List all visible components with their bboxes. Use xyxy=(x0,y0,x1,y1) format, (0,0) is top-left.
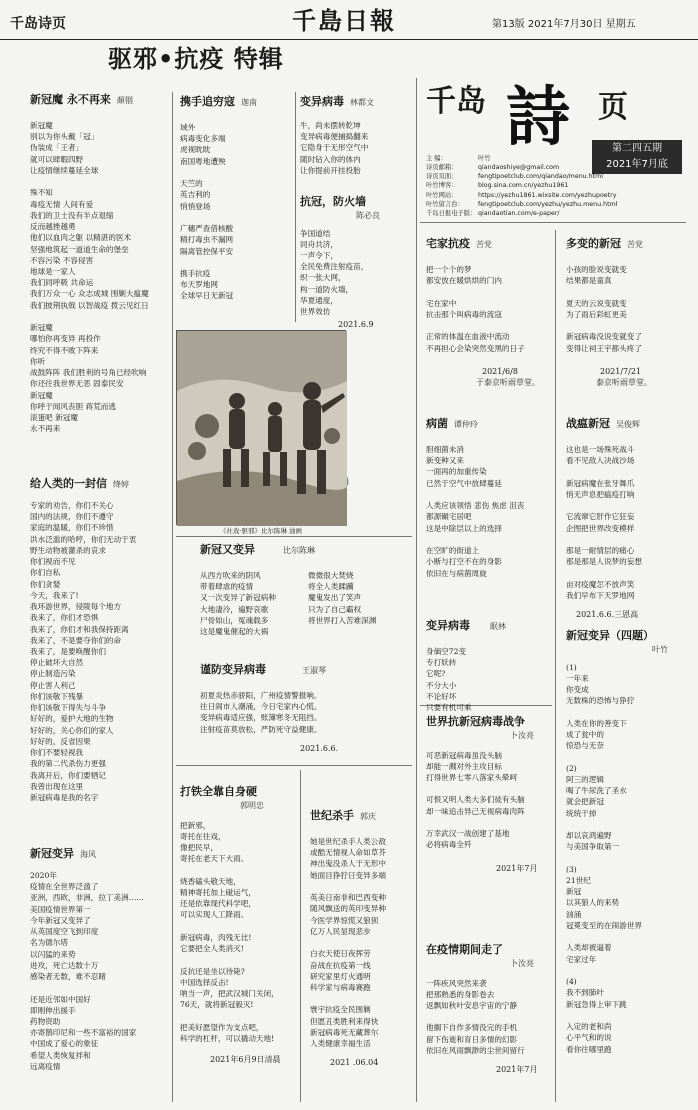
poem-author: 郭庆 xyxy=(360,812,376,821)
section-divider xyxy=(420,222,686,223)
poem-block xyxy=(200,542,412,637)
poem-block xyxy=(300,194,412,331)
poem-body: 把新邪， 寄托在往戏， 像把民早， 寄托在老天下大雨。 烧香磕头敬天地， 精神寄托加上碰运气， 还是依靠现代科学吧， 可以实现人工降雨。 新冠病毒，肉残无比! 它要把全人类消灭! 反抗还是坐以待毙? 中国选择反击! 呐当一声，把武汉城门关闭， 76天，就将新冠毅灭! 把美好愿望作为支点吧， 科学的杠杆，可以撬动天地! xyxy=(180,820,279,1043)
poem-author: 吴俊辉 xyxy=(616,420,640,429)
poem-body: 2020年 疫情在全世界泛滥了 亚洲，西欧，非洲，拉丁美洲…… 美国疫情世界第一 今年新冠又变异了 从英国度空飞到印度 名为德尔塔 以闪猛的来势 进攻，死亡达数十万 感染者无数，难不忍睹 还是近邻如中国好 即刚伸出援手 药物资助 亦寄鹊印尼和一些不富裕的国家 中国成了爱心的象征 希望人类恢复拌和 远离疫情 xyxy=(30,870,144,1071)
poem-body: 微微很大焚烧 将全人类蹂躏 魔鬼发出了笑声 只为了自己霸权 将世界打入苦难深渊 xyxy=(308,570,377,625)
poem-block xyxy=(180,94,292,302)
poem-place: 于泰京听雨草堂。 xyxy=(476,378,540,388)
special-title: 驱邪•抗疫 特辑 xyxy=(108,45,284,73)
poem-date: 2021年7月 xyxy=(496,1065,538,1075)
edition-info: 第13版 2021年7月30日 星期五 xyxy=(492,19,636,30)
info-row[interactable]: 叶竹留言台： fengtipoetclub.com/yezhu/yezhu.menu.html xyxy=(426,200,618,208)
poem-author: 迦南 xyxy=(241,98,257,107)
poem-block xyxy=(310,808,414,1069)
poem-block xyxy=(426,618,552,713)
poem-title: 新冠又变异 比尔陈琳 xyxy=(200,543,315,556)
poem-title: 新冠变异（四题） xyxy=(566,629,654,642)
poem-title: 谨防变异病毒 王淑琴 xyxy=(200,663,326,676)
poem-block xyxy=(426,236,552,389)
poem-title: 宅家抗疫 苦党 xyxy=(426,237,492,250)
poem-block xyxy=(30,476,170,803)
poem-date: 2021年7月 xyxy=(496,863,538,873)
poem-author: 卜汝亮 xyxy=(510,958,534,968)
info-row: 主 编： 叶竹 xyxy=(426,155,491,162)
poem-author: 绛婷 xyxy=(113,480,129,489)
poem-block xyxy=(300,94,412,176)
poem-columns xyxy=(200,570,412,637)
column-divider xyxy=(172,92,173,1102)
poem-block xyxy=(180,784,298,1066)
poem-block xyxy=(566,628,690,1055)
info-row[interactable]: 叶竹博客： blog.sina.com.cn/yezhu1961 xyxy=(426,182,569,190)
poem-title: 变异病毒 眠林 xyxy=(426,619,506,632)
poem-body: 她是世纪杀手人类公敌 或酷无情视人命如草芥 神出鬼没杀人于无形中 她面目狰狞日变异多端 英美日南非和巴西变种 随风飘送的英印变异种 今医学界惊慌又狼狈 亿万人民显现悲步 白衣天使日夜挥劳 奋战在抗疫第一线 研究家里灯火通明 科学家与病毒赛跑 寰宇抗疫全民围剿 但愿丑类胜利来得快 新冠病毒死无藏葬尔 人类健康幸福生活 xyxy=(310,836,386,1049)
poem-title: 抗冠，防火墙 xyxy=(300,195,366,208)
issue-date: 2021年7月底 xyxy=(606,159,668,170)
poem-place: 泰京听雨草堂。 xyxy=(596,378,652,388)
poem-title: 携手追穷寇 迦南 xyxy=(180,95,257,108)
poem-title: 新冠变异 海风 xyxy=(30,847,96,860)
poem-title: 世纪杀手 郭庆 xyxy=(310,809,376,822)
poem-title: 变异病毒 林都文 xyxy=(300,95,374,108)
masthead-info xyxy=(426,154,618,218)
poem-title: 在疫情期间走了 xyxy=(426,943,503,956)
poem-author: 眠林 xyxy=(490,622,506,631)
poem-date: 2021 .06.04 xyxy=(330,1058,379,1068)
column-divider xyxy=(555,230,556,1102)
poem-author: 比尔陈琳 xyxy=(283,546,315,555)
poem-author: 苦党 xyxy=(627,240,643,249)
poem-body: 这也是一场殊死战斗 看不见敌人决战沙场 新冠病魔在张牙舞爪 悄无声息把瘟疫打响 它流窜它肝作它狂妄 企图把世界改变模样 那是一耐情层的痛心 那是那是人说梦的妄想 亩对疫魔怎不放声笑 我们早布下天罗地网 xyxy=(566,444,642,600)
poem-title: 世界抗新冠病毒战争 xyxy=(426,715,525,728)
poem-author: 顏铟 xyxy=(116,96,133,105)
poem-author: 苦党 xyxy=(476,240,492,249)
masthead-ye: 页 xyxy=(598,90,628,125)
poem-body: 胆细菌未消 新变种又来 一面再的加重传染 已然于空气中放肆蔓延 人类应该领悟 悲伤 焦虑 沮丧 都源碾宅居吧 这是中除层以上的选择 在空旷的街道上 小断与打空不在的身影 依旧在与病菌周旋 xyxy=(426,444,525,578)
poem-author: 陈必良 xyxy=(356,210,380,220)
poem-body: 可恶新冠病毒虽没头脑 却能一溅对外主攻目标 打得世界七零八落家头晕呵 可恨又明人类大多们徒有头脑 却一味追击异己无视病毒肉阵 万幸武汉一战创建了基地 必将病毒全歼 xyxy=(426,750,525,850)
poem-title: 新冠魔 永不再来 顏铟 xyxy=(30,93,133,106)
poem-block xyxy=(30,846,170,1072)
info-row[interactable]: 千岛日报电子版： qiandaotian.com/e-paper/ xyxy=(426,209,560,217)
poem-date: 2021.6.9 xyxy=(338,320,374,330)
poem-date: 2021/7/21 xyxy=(600,366,642,376)
painting-caption: 《社戏·驱邪》比尔陈琳 油画 xyxy=(219,527,303,535)
poem-body: 牛，尚未摆转乾坤 变异病毒便捕捣翻来 它隐身于无形空气中 随时钻入你的体内 让你提前开挂投胎 xyxy=(300,120,369,175)
issue-badge xyxy=(592,140,682,174)
poem-body: 专家的劝告，你们不关心 国内的法规，你们不遵守 家庭的温暖，你们不珍惜 洪水泛滥的哈哼，你们无动于衷 野生动物被灌杀的哀求 你们视而不见 你们自私 你们贪婪 今天，我来了! 我环游世界，侵陵每个地方 我来了，你们才恐惧 我来了，你们才和我保持距离 我来了，不是要夺你们的命 我来了，是要唤醒你们 停止破坏大自然 停止制造污染 停止害人利己 你们该敬下残暴 你们该敬下得失与斗争 好好的，爱护大地的生物 好好的，关心你们的家人 好好的，反省因果 你们不要轻视我 我的第二代杀伤力更强 我离开后，你们要牺记 我曾出现在这里 新冠病毒是我的名字 xyxy=(30,500,137,803)
column-divider xyxy=(300,770,301,1102)
poem-title: 给人类的一封信 绛婷 xyxy=(30,477,129,490)
poem-block xyxy=(566,416,690,621)
poem-author: 叶竹 xyxy=(652,644,668,654)
poem-author: 郭明忠 xyxy=(240,800,264,810)
poem-body: 争国道结 同舟共济， 一声令下， 全民免费注射疫苗， 织一张大网， 构一道防火墙， 华夏通度， 世界效仿 xyxy=(300,228,369,317)
poem-date: 2021/6/8 xyxy=(482,366,518,376)
poem-date: 2021.6.6.三恩高 xyxy=(576,610,639,620)
poem-block xyxy=(30,92,170,435)
poem-title: 打铁全靠自身硬 xyxy=(180,785,257,798)
poem-date: 2021年6月9日清晨 xyxy=(210,1055,281,1065)
poem-title: 战瘟新冠 吴俊辉 xyxy=(566,417,640,430)
poem-date: 2021.6.6. xyxy=(300,743,339,753)
issue-number: 第二四五期 xyxy=(612,143,662,154)
poem-body: (1) 一年来 你变成 无数株的恐怖与狰狞 人类在你的善变下 成了瓮中的 惊恐与无奈 (2) 阿三的逻辑 喝了牛尿洗了圣水 就会把新冠 统统干掉 却以哀鸿遍野 与美国争取第一 (3) 21世纪 新冠 以其狼人的来势 汹涌 冠冕变至的在闹游世界 人类却被逼着 宅家过年 (4) 我不到肺叶 新冠急得上审下跳 入定的老和尚 心平气和的说 看你往哪里跑 xyxy=(566,662,642,1054)
oil-painting xyxy=(176,330,346,525)
info-row[interactable]: 诗页页面： fengtipoetclub.com/qiandao/menu.html xyxy=(426,173,604,181)
painting-illustration xyxy=(177,331,347,526)
poem-author: 谭仲玲 xyxy=(454,420,478,429)
poem-block xyxy=(426,942,552,1076)
poem-title: 病菌 谭仲玲 xyxy=(426,417,478,430)
poem-block xyxy=(566,236,690,389)
poem-author: 王淑琴 xyxy=(302,666,326,675)
column-divider xyxy=(295,92,296,322)
page-header xyxy=(0,0,698,40)
poem-body: 新冠魔 别以为你头戴「冠」 伪装成「王者」 就可以肆暇四野 让疫情继续蔓延全球 殊不知 毒疫无情 人间有爱 我们的卫士没有半点退缩 反而越挫越勇 他们以血肉之躯 以精湛的医术 坚强地筑起一道道生命的堡垒 不容污染 不容侵害 地球是一家人 我们同呼吸 共命运 我们万众一心 众志成城 围剿大瘟魔 我们披荆执戟 以智战疫 拨云见红日 新冠魔 哪怕你再变异 再投作 终究不得不败下阵来 你听 战鼓阵阵 我们胜利的号角已经吹响 你还往我世界无恶 固泰民安 新冠魔 你呼于闻风丧胆 蒋荒而逃 滚蛋吧 新冠魔 永不再来 xyxy=(30,120,149,434)
poem-block xyxy=(426,416,552,579)
info-row[interactable]: 叶竹网站： https://yezhu1861.wixsite.com/yezhupoetry xyxy=(426,191,617,199)
poem-body: 身価空72变 专打妖转 它呢? 不分大小 不论好坏 只要有机可乘 xyxy=(426,646,472,713)
poem-body: 小孩的脸说变就变 结果都是童真 夏天的云说变就变 为了雨后彩虹更美 新冠病毒没说变就变了 变得让祠王宇都头疼了 xyxy=(566,264,642,353)
poem-title: 多变的新冠 苦党 xyxy=(566,237,643,250)
poem-body: 从西方吹来的阴风 带着肆虐的疫情 又一次变异了新冠病种 大地凄泠，遍野哀歌 尸骨如山，冤魂载多 这是魔鬼催起的大祸 xyxy=(200,570,276,637)
info-row[interactable]: 诗页邮箱： qiandaoshiye@gmail.com xyxy=(426,164,560,172)
section-divider xyxy=(176,765,412,766)
newspaper-logo: 千島日報 xyxy=(292,6,396,35)
poem-block xyxy=(426,714,552,874)
poem-body: 把一个个的梦 都安放在暖烘烘的门内 宅在家中 抗击那个叫病毒的流寇 正常的体温在血液中流动 不再担心会染突然变黑的日子 xyxy=(426,264,525,353)
poem-body: 域外 病毒变化多端 虎视眈眈 南国粤地遭殃 天竺的 英吉利的 悄悄登场 广穗严查借核酸 精打毒虫不漏网 隔离管控保平安 携手抗疫 布天罗地网 全球早日无新冠 xyxy=(180,122,234,301)
poem-author: 林都文 xyxy=(350,98,374,107)
poem-author: 海风 xyxy=(80,850,96,859)
poem-body: 初夏炎热赤骄阳，广州疫情警报响。 往日闹市人潮涌，今日宅家内心慌。 变异病毒适应强，账簿寒冬无阻挡。 注射疫苗莫放松，严防死守益健康。 xyxy=(200,690,322,734)
masthead-qiandao: 千岛 xyxy=(426,84,486,119)
masthead-shi: 詩 xyxy=(506,80,570,155)
poem-body: 一阵疾风突然来袭 把那熟悉的身影卷去 返飘如秋叶安息宇宙的宁静 他搁下自作多情没完的手机 留下伤逝和育日多情的幻影 依旧在风雨飘渺的尘世间留行 xyxy=(426,978,525,1055)
section-name: 千岛诗页 xyxy=(10,16,66,32)
poem-block xyxy=(200,662,412,754)
column-divider xyxy=(416,78,417,1102)
poem-author: 卜汝亮 xyxy=(510,730,534,740)
